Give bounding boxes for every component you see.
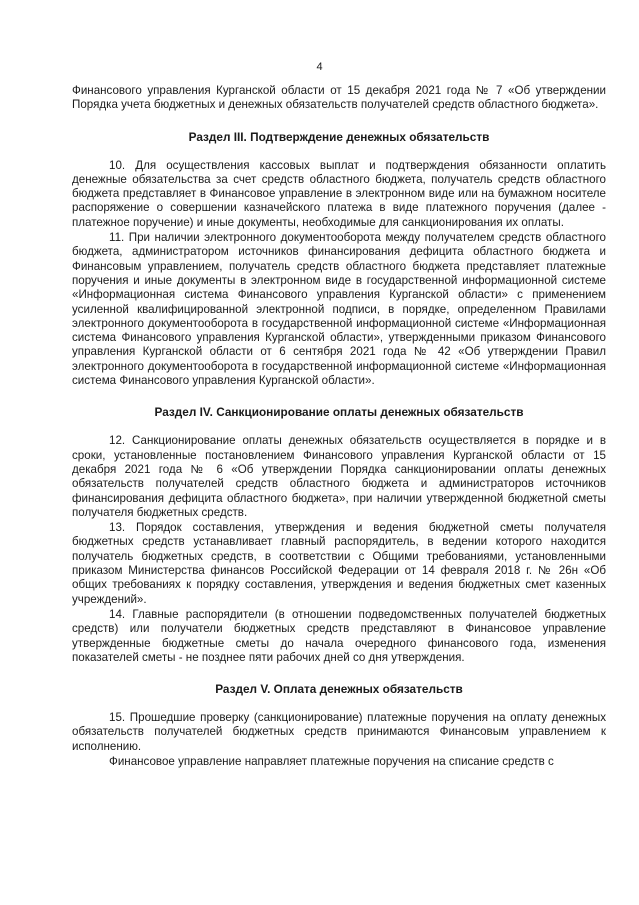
paragraph-13: 13. Порядок составления, утверждения и ведения бюджетной сметы получателя бюджетных средств устанавливает главный распорядитель, в ведении которого находится получатель бюджетных средств, в соответствии с Общими требованиями, установленными приказом Министерства финансов Российской Федерации от 14 февраля 2018 г. № 26н «Об общих требованиях к порядку составления, утверждения и ведения бюджетных смет казенных учреждений».: [72, 521, 606, 606]
paragraph-15-continuation: Финансовое управление направляет платежные поручения на списание средств с: [109, 754, 554, 768]
section-3-heading: Раздел III. Подтверждение денежных обязательств: [188, 129, 490, 144]
document-body: [72, 84, 606, 769]
paragraph-14: 14. Главные распорядители (в отношении подведомственных получателей бюджетных средств) или получатели бюджетных средств представляют в Финансовое управление утвержденные бюджетные сметы до начала очередного финансового года, изменения показателей сметы - не позднее пяти рабочих дней со дня утверждения.: [72, 607, 606, 664]
paragraph-12: 12. Санкционирование оплаты денежных обязательств осуществляется в порядке и в сроки, установленные постановлением Финансового управления Курганской области от 15 декабря 2021 года № 6 «Об утверждении Порядка санкционировании оплаты денежных обязательств получателей средств областного бюджета и администраторов источников финансирования дефицита областного бюджета», при наличии утвержденной бюджетной сметы получателя бюджетных средств.: [72, 434, 606, 519]
page-number: 4: [316, 61, 323, 73]
paragraph-11: 11. При наличии электронного документооборота между получателем средств областного бюджета, администратором источников финансирования дефицита областного бюджета и Финансовым управлением, получатель средств областного бюджета представляет платежные поручения и иные документы в электронном виде в государственной информационной системе «Информационная система Финансового управления Курганской области» с применением усиленной квалифицированной электронной подписи, в порядке, определенном Правилами электронного документооборота в государственной информационной системе «Информационная система Финансового управления Курганской области», утвержденными приказом Финансового управления Курганской области от 6 сентября 2021 года № 42 «Об утверждении Правил электронного документооборота в государственной информационной системе «Информационная система Финансового управления Курганской области».: [72, 231, 606, 388]
paragraph-15: 15. Прошедшие проверку (санкционирование) платежные поручения на оплату денежных обязательств получателей бюджетных средств принимаются Финансовым управлением к исполнению.: [72, 711, 606, 753]
section-4-heading: Раздел IV. Санкционирование оплаты денежных обязательств: [154, 405, 524, 420]
paragraph-10: 10. Для осуществления кассовых выплат и подтверждения обязанности оплатить денежные обязательства за счет средств областного бюджета, получатель средств областного бюджета представляет в Финансовое управление в электронном виде или на бумажном носителе распоряжение о совершении казначейского платежа в виде платежного поручения (далее - платежное поручение) и иные документы, необходимые для санкционирования их оплаты.: [72, 158, 606, 229]
intro-paragraph: Финансового управления Курганской области от 15 декабря 2021 года № 7 «Об утверждении Порядка учета бюджетных и денежных обязательств получателей средств областного бюджета».: [72, 84, 606, 112]
section-5-heading: Раздел V. Оплата денежных обязательств: [215, 682, 463, 697]
